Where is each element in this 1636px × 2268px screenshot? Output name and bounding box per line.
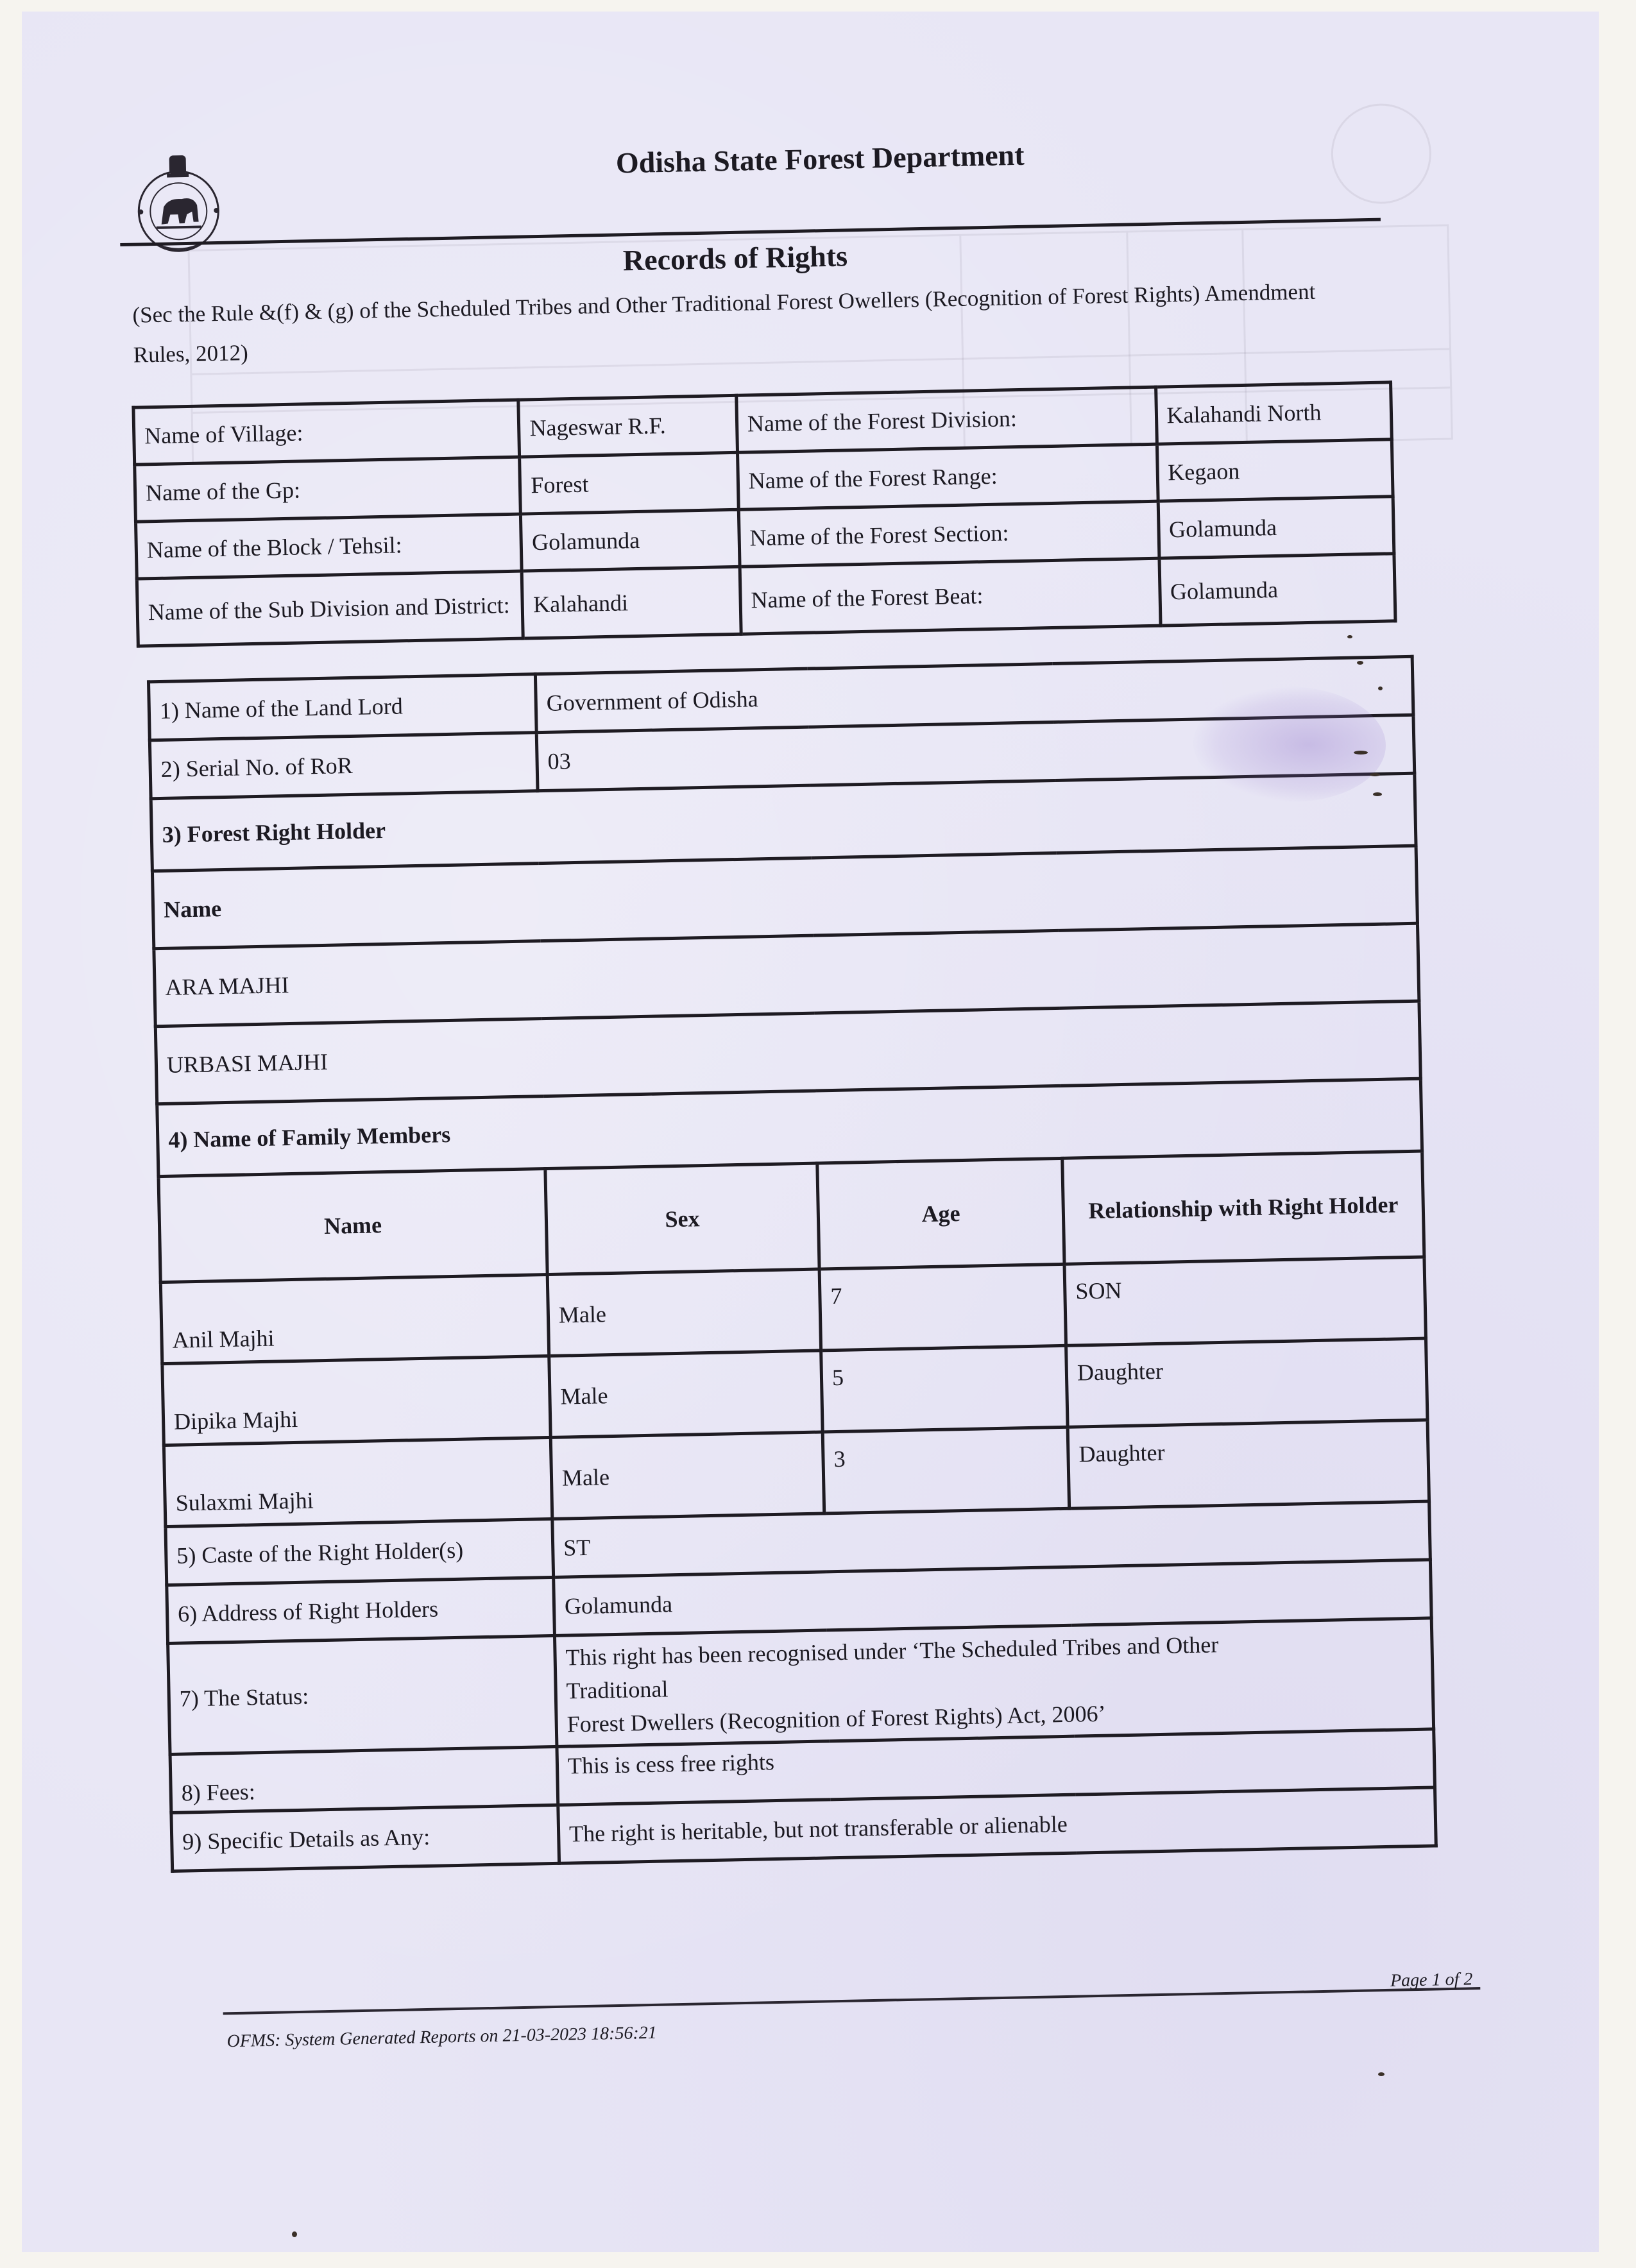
- specific-details-value: The right is heritable, but not transferable or alienable: [558, 1787, 1436, 1863]
- bleed-through-seal: [1330, 103, 1432, 205]
- member-name: Anil Majhi: [160, 1275, 549, 1364]
- forest-section-label: Name of the Forest Section:: [738, 501, 1159, 567]
- member-sex: Male: [550, 1432, 824, 1519]
- forest-right-holder-heading: 3) Forest Right Holder: [151, 773, 1416, 871]
- status-line: This right has been recognised under ‘The Scheduled Tribes and Other: [565, 1632, 1219, 1671]
- serial-no-label: 2) Serial No. of RoR: [149, 733, 538, 799]
- ink-speck: [292, 2231, 297, 2237]
- ink-speck: [1378, 2072, 1385, 2076]
- page-number: Page 1 of 2: [1390, 1969, 1473, 1991]
- member-sex: Male: [549, 1351, 823, 1437]
- status-line: Forest Dwellers (Recognition of Forest Rights) Act, 2006’: [567, 1700, 1106, 1737]
- column-header-name: Name: [158, 1169, 547, 1283]
- status-label: 7) The Status:: [168, 1635, 557, 1754]
- status-value: [554, 1618, 1433, 1746]
- land-lord-value: Government of Odisha: [535, 656, 1413, 732]
- member-relationship: Daughter: [1066, 1338, 1427, 1427]
- gp-value: Forest: [520, 452, 738, 514]
- village-value: Nageswar R.F.: [518, 395, 737, 457]
- column-header-sex: Sex: [545, 1163, 819, 1274]
- member-sex: Male: [547, 1269, 821, 1356]
- ink-speck: [1347, 635, 1352, 638]
- member-age: 3: [822, 1427, 1069, 1513]
- forest-division-value: Kalahandi North: [1155, 382, 1392, 444]
- member-relationship: Daughter: [1068, 1420, 1429, 1508]
- specific-details-label: 9) Specific Details as Any:: [171, 1805, 559, 1871]
- ink-speck: [1354, 751, 1368, 755]
- member-name: Sulaxmi Majhi: [164, 1437, 552, 1526]
- block-tehsil-value: Golamunda: [521, 509, 740, 571]
- record-table: [147, 655, 1438, 1873]
- forest-beat-label: Name of the Forest Beat:: [740, 558, 1161, 634]
- forest-division-label: Name of the Forest Division:: [737, 387, 1157, 452]
- ink-speck: [1370, 773, 1380, 776]
- family-members-heading: 4) Name of Family Members: [157, 1079, 1422, 1177]
- holder-name: ARA MAJHI: [154, 923, 1419, 1027]
- column-header-age: Age: [817, 1158, 1064, 1269]
- forest-beat-value: Golamunda: [1159, 554, 1395, 626]
- serial-no-value: 03: [536, 715, 1415, 790]
- forest-range-label: Name of the Forest Range:: [737, 444, 1157, 509]
- ink-speck: [1373, 792, 1382, 796]
- column-header-relationship: Relationship with Right Holder: [1062, 1151, 1424, 1264]
- village-label: Name of Village:: [133, 400, 520, 465]
- address-label: 6) Address of Right Holders: [167, 1577, 555, 1643]
- subdivision-district-value: Kalahandi: [522, 567, 742, 638]
- caste-value: ST: [552, 1501, 1431, 1577]
- address-value: Golamunda: [554, 1560, 1432, 1635]
- fees-label: 8) Fees:: [170, 1746, 558, 1812]
- holder-name-header: Name: [152, 846, 1417, 949]
- footer-rule: [223, 1987, 1481, 2015]
- ink-speck: [1378, 686, 1383, 690]
- department-title: Odisha State Forest Department: [615, 138, 1025, 180]
- caste-label: 5) Caste of the Right Holder(s): [166, 1519, 554, 1585]
- member-relationship: SON: [1064, 1257, 1426, 1345]
- land-lord-label: 1) Name of the Land Lord: [149, 674, 537, 740]
- rule-reference: (Sec the Rule &(f) & (g) of the Scheduled Tribes and Other Traditional Forest Owellers (Recognition of Forest Rights) Amendment Rules, 2012): [132, 278, 1316, 368]
- fees-value: This is cess free rights: [557, 1729, 1435, 1805]
- member-name: Dipika Majhi: [162, 1356, 550, 1445]
- block-tehsil-label: Name of the Block / Tehsil:: [135, 514, 522, 579]
- document-title: Records of Rights: [622, 239, 848, 277]
- ink-speck: [1357, 661, 1363, 665]
- subdivision-district-label: Name of the Sub Division and District:: [137, 571, 523, 646]
- status-line: Traditional: [566, 1676, 669, 1704]
- gp-label: Name of the Gp:: [135, 457, 521, 522]
- holder-name: URBASI MAJHI: [155, 1001, 1420, 1104]
- forest-section-value: Golamunda: [1158, 497, 1394, 558]
- location-table: [132, 380, 1397, 647]
- forest-range-value: Kegaon: [1157, 439, 1393, 501]
- generated-timestamp: OFMS: System Generated Reports on 21-03-2023 18:56:21: [226, 2022, 658, 2052]
- member-age: 7: [819, 1264, 1066, 1351]
- member-age: 5: [821, 1345, 1068, 1432]
